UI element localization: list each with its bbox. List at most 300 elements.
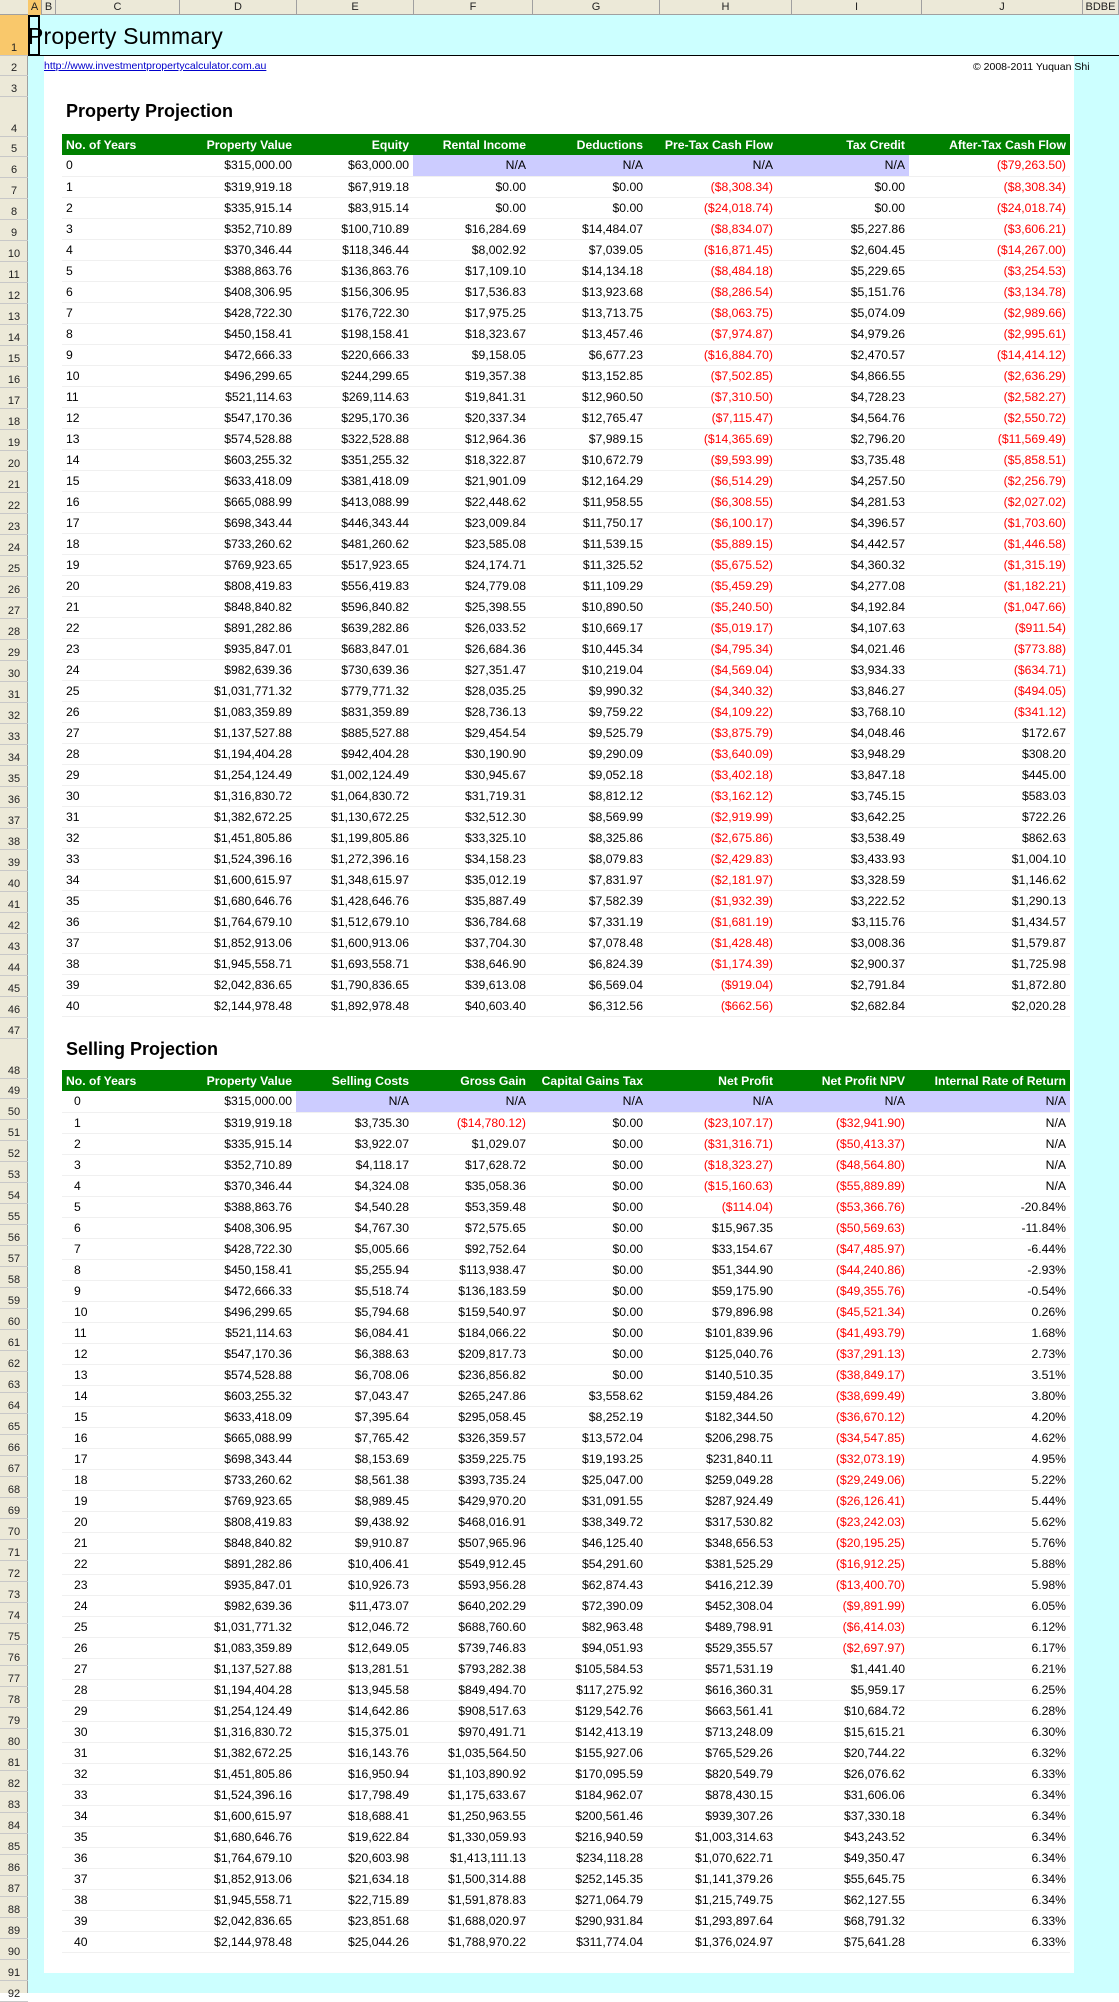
table-cell[interactable]: $2,470.57	[777, 344, 909, 365]
table-cell[interactable]: $5,005.66	[296, 1238, 413, 1259]
table-cell[interactable]: $5,794.68	[296, 1301, 413, 1322]
table-cell[interactable]: -6.44%	[909, 1238, 1070, 1259]
table-cell[interactable]: ($14,414.12)	[909, 344, 1070, 365]
table-cell[interactable]: $13,457.46	[530, 323, 647, 344]
table-cell[interactable]: $848,840.82	[179, 1532, 296, 1553]
table-cell[interactable]: $18,323.67	[413, 323, 530, 344]
table-cell[interactable]: $13,945.58	[296, 1679, 413, 1700]
row-header[interactable]: 13	[0, 304, 28, 325]
table-cell[interactable]: ($2,181.97)	[647, 869, 777, 890]
table-cell[interactable]: $33,325.10	[413, 827, 530, 848]
table-cell[interactable]: $20,337.34	[413, 407, 530, 428]
table-cell[interactable]: ($14,267.00)	[909, 239, 1070, 260]
row-header[interactable]: 11	[0, 262, 28, 283]
table-cell[interactable]: $25,044.26	[296, 1931, 413, 1952]
table-cell[interactable]: $10,219.04	[530, 659, 647, 680]
table-cell[interactable]: $79,896.98	[647, 1301, 777, 1322]
table-cell[interactable]: 9	[62, 1280, 179, 1301]
table-cell[interactable]: ($16,871.45)	[647, 239, 777, 260]
table-cell[interactable]: 29	[62, 1700, 179, 1721]
table-cell[interactable]: $1,250,963.55	[413, 1805, 530, 1826]
row-header[interactable]: 53	[0, 1162, 28, 1183]
table-cell[interactable]: $290,931.84	[530, 1910, 647, 1931]
table-cell[interactable]: ($7,502.85)	[647, 365, 777, 386]
row-header[interactable]: 83	[0, 1792, 28, 1813]
table-cell[interactable]: $36,784.68	[413, 911, 530, 932]
row-header[interactable]: 33	[0, 724, 28, 745]
row-header[interactable]: 58	[0, 1267, 28, 1288]
table-cell[interactable]: $5,959.17	[777, 1679, 909, 1700]
table-cell[interactable]: $265,247.86	[413, 1385, 530, 1406]
table-cell[interactable]: $3,948.29	[777, 743, 909, 764]
table-cell[interactable]: 6.05%	[909, 1595, 1070, 1616]
table-cell[interactable]: 32	[62, 1763, 179, 1784]
table-cell[interactable]: $698,343.44	[179, 512, 296, 533]
table-cell[interactable]: ($79,263.50)	[909, 155, 1070, 176]
table-cell[interactable]: $49,350.47	[777, 1847, 909, 1868]
table-cell[interactable]: $450,158.41	[179, 323, 296, 344]
table-cell[interactable]: ($7,115.47)	[647, 407, 777, 428]
table-cell[interactable]: ($55,889.89)	[777, 1175, 909, 1196]
table-cell[interactable]: $698,343.44	[179, 1448, 296, 1469]
table-cell[interactable]: 6.34%	[909, 1826, 1070, 1847]
table-cell[interactable]: ($38,849.17)	[777, 1364, 909, 1385]
table-cell[interactable]: ($16,884.70)	[647, 344, 777, 365]
table-cell[interactable]: 40	[62, 995, 179, 1016]
table-cell[interactable]: 26	[62, 701, 179, 722]
table-cell[interactable]: $295,058.45	[413, 1406, 530, 1427]
table-cell[interactable]: $3,745.15	[777, 785, 909, 806]
row-header[interactable]: 43	[0, 934, 28, 955]
table-cell[interactable]: $1,788,970.22	[413, 1931, 530, 1952]
row-header[interactable]: 20	[0, 451, 28, 472]
table-cell[interactable]: $4,979.26	[777, 323, 909, 344]
table-cell[interactable]: $1,688,020.97	[413, 1910, 530, 1931]
table-cell[interactable]: 34	[62, 1805, 179, 1826]
table-cell[interactable]: $2,900.37	[777, 953, 909, 974]
table-cell[interactable]: $35,012.19	[413, 869, 530, 890]
column-header-f[interactable]: F	[414, 0, 533, 15]
row-header[interactable]: 56	[0, 1225, 28, 1246]
table-cell[interactable]: $348,656.53	[647, 1532, 777, 1553]
table-cell[interactable]: N/A	[413, 1091, 530, 1112]
table-cell[interactable]: ($1,315.19)	[909, 554, 1070, 575]
table-cell[interactable]: $0.00	[530, 1343, 647, 1364]
table-cell[interactable]: $1,872.80	[909, 974, 1070, 995]
table-cell[interactable]: $10,672.79	[530, 449, 647, 470]
table-cell[interactable]: ($4,340.32)	[647, 680, 777, 701]
table-cell[interactable]: ($4,569.04)	[647, 659, 777, 680]
table-cell[interactable]: $6,084.41	[296, 1322, 413, 1343]
table-cell[interactable]: 7	[62, 302, 179, 323]
table-cell[interactable]: $295,170.36	[296, 407, 413, 428]
table-cell[interactable]: $1,892,978.48	[296, 995, 413, 1016]
table-cell[interactable]: $5,227.86	[777, 218, 909, 239]
table-cell[interactable]: $0.00	[530, 1133, 647, 1154]
table-cell[interactable]: N/A	[777, 1091, 909, 1112]
table-cell[interactable]: $970,491.71	[413, 1721, 530, 1742]
table-cell[interactable]: 30	[62, 785, 179, 806]
table-cell[interactable]: $14,642.86	[296, 1700, 413, 1721]
table-cell[interactable]: $733,260.62	[179, 1469, 296, 1490]
table-cell[interactable]: 2	[62, 197, 179, 218]
table-cell[interactable]: 27	[62, 722, 179, 743]
row-header[interactable]: 48	[0, 1039, 28, 1079]
table-cell[interactable]: $63,000.00	[296, 155, 413, 176]
table-cell[interactable]: $3,115.76	[777, 911, 909, 932]
row-header[interactable]: 64	[0, 1393, 28, 1414]
table-cell[interactable]: $0.00	[530, 1112, 647, 1133]
table-cell[interactable]: $17,798.49	[296, 1784, 413, 1805]
table-cell[interactable]: $450,158.41	[179, 1259, 296, 1280]
table-cell[interactable]: ($15,160.63)	[647, 1175, 777, 1196]
table-cell[interactable]: 9	[62, 344, 179, 365]
table-cell[interactable]: N/A	[530, 1091, 647, 1112]
table-cell[interactable]: $769,923.65	[179, 1490, 296, 1511]
table-cell[interactable]: 0.26%	[909, 1301, 1070, 1322]
table-cell[interactable]: $172.67	[909, 722, 1070, 743]
table-cell[interactable]: $9,759.22	[530, 701, 647, 722]
table-cell[interactable]: $5,229.65	[777, 260, 909, 281]
table-cell[interactable]: 36	[62, 911, 179, 932]
table-cell[interactable]: $59,175.90	[647, 1280, 777, 1301]
table-cell[interactable]: $33,154.67	[647, 1238, 777, 1259]
table-cell[interactable]: $1,348,615.97	[296, 869, 413, 890]
table-cell[interactable]: $593,956.28	[413, 1574, 530, 1595]
table-cell[interactable]: $1,316,830.72	[179, 785, 296, 806]
table-cell[interactable]: $388,863.76	[179, 1196, 296, 1217]
table-cell[interactable]: 20	[62, 575, 179, 596]
table-cell[interactable]: $5,074.09	[777, 302, 909, 323]
row-header[interactable]: 19	[0, 430, 28, 451]
table-cell[interactable]: $1,199,805.86	[296, 827, 413, 848]
row-header[interactable]: 82	[0, 1771, 28, 1792]
table-cell[interactable]: $1,004.10	[909, 848, 1070, 869]
table-cell[interactable]: ($23,107.17)	[647, 1112, 777, 1133]
row-header[interactable]: 28	[0, 619, 28, 640]
column-header-b[interactable]: B	[42, 0, 56, 15]
table-cell[interactable]: 14	[62, 449, 179, 470]
table-cell[interactable]: N/A	[909, 1112, 1070, 1133]
table-cell[interactable]: $40,603.40	[413, 995, 530, 1016]
table-cell[interactable]: $18,322.87	[413, 449, 530, 470]
table-cell[interactable]: $521,114.63	[179, 386, 296, 407]
table-cell[interactable]: 35	[62, 890, 179, 911]
table-cell[interactable]: $452,308.04	[647, 1595, 777, 1616]
table-cell[interactable]: $7,043.47	[296, 1385, 413, 1406]
row-header[interactable]: 63	[0, 1372, 28, 1393]
table-cell[interactable]: 28	[62, 1679, 179, 1700]
table-cell[interactable]: 7	[62, 1238, 179, 1259]
table-cell[interactable]: $159,540.97	[413, 1301, 530, 1322]
table-cell[interactable]: ($2,995.61)	[909, 323, 1070, 344]
table-cell[interactable]: ($44,240.86)	[777, 1259, 909, 1280]
table-cell[interactable]: $11,539.15	[530, 533, 647, 554]
table-cell[interactable]: $55,645.75	[777, 1868, 909, 1889]
table-cell[interactable]: $7,331.19	[530, 911, 647, 932]
table-cell[interactable]: ($3,402.18)	[647, 764, 777, 785]
table-cell[interactable]: $1,790,836.65	[296, 974, 413, 995]
row-header[interactable]: 57	[0, 1246, 28, 1267]
table-cell[interactable]: ($8,308.34)	[909, 176, 1070, 197]
table-cell[interactable]: $11,750.17	[530, 512, 647, 533]
table-cell[interactable]: $22,448.62	[413, 491, 530, 512]
table-cell[interactable]: $808,419.83	[179, 1511, 296, 1532]
table-cell[interactable]: ($5,019.17)	[647, 617, 777, 638]
table-cell[interactable]: $1,330,059.93	[413, 1826, 530, 1847]
table-cell[interactable]: $184,962.07	[530, 1784, 647, 1805]
table-cell[interactable]: $9,158.05	[413, 344, 530, 365]
table-cell[interactable]: $1,194,404.28	[179, 1679, 296, 1700]
table-cell[interactable]: 0	[62, 155, 179, 176]
row-header[interactable]: 22	[0, 493, 28, 514]
table-cell[interactable]: N/A	[909, 1175, 1070, 1196]
table-cell[interactable]: $35,058.36	[413, 1175, 530, 1196]
table-cell[interactable]: $4,021.46	[777, 638, 909, 659]
table-cell[interactable]: $1,524,396.16	[179, 848, 296, 869]
row-header[interactable]: 35	[0, 766, 28, 787]
table-cell[interactable]: ($4,795.34)	[647, 638, 777, 659]
table-cell[interactable]: 27	[62, 1658, 179, 1679]
table-cell[interactable]: $849,494.70	[413, 1679, 530, 1700]
table-cell[interactable]: -2.93%	[909, 1259, 1070, 1280]
table-cell[interactable]: ($47,485.97)	[777, 1238, 909, 1259]
table-cell[interactable]: ($5,889.15)	[647, 533, 777, 554]
table-cell[interactable]: $4,048.46	[777, 722, 909, 743]
table-cell[interactable]: 12	[62, 1343, 179, 1364]
row-header[interactable]: 51	[0, 1120, 28, 1141]
table-cell[interactable]: 11	[62, 1322, 179, 1343]
table-cell[interactable]: $3,735.48	[777, 449, 909, 470]
table-cell[interactable]: $1,680,646.76	[179, 1826, 296, 1847]
table-cell[interactable]: ($3,875.79)	[647, 722, 777, 743]
row-header[interactable]: 59	[0, 1288, 28, 1309]
table-cell[interactable]: $633,418.09	[179, 1406, 296, 1427]
table-cell[interactable]: $1,600,913.06	[296, 932, 413, 953]
row-header[interactable]: 65	[0, 1414, 28, 1435]
table-cell[interactable]: $6,312.56	[530, 995, 647, 1016]
table-cell[interactable]: $319,919.18	[179, 1112, 296, 1133]
table-cell[interactable]: $2,020.28	[909, 995, 1070, 1016]
table-cell[interactable]: $3,433.93	[777, 848, 909, 869]
table-cell[interactable]: ($3,162.12)	[647, 785, 777, 806]
table-cell[interactable]: ($8,484.18)	[647, 260, 777, 281]
table-cell[interactable]: ($2,697.97)	[777, 1637, 909, 1658]
table-cell[interactable]: 15	[62, 470, 179, 491]
table-cell[interactable]: $393,735.24	[413, 1469, 530, 1490]
table-cell[interactable]: 24	[62, 1595, 179, 1616]
table-cell[interactable]: $472,666.33	[179, 1280, 296, 1301]
row-header[interactable]: 92	[0, 1981, 28, 2002]
table-cell[interactable]: $54,291.60	[530, 1553, 647, 1574]
table-cell[interactable]: 23	[62, 638, 179, 659]
table-cell[interactable]: $848,840.82	[179, 596, 296, 617]
table-cell[interactable]: 19	[62, 1490, 179, 1511]
table-cell[interactable]: $216,940.59	[530, 1826, 647, 1847]
table-cell[interactable]: $94,051.93	[530, 1637, 647, 1658]
row-header[interactable]: 79	[0, 1708, 28, 1729]
table-cell[interactable]: $19,193.25	[530, 1448, 647, 1469]
table-cell[interactable]: ($1,047.66)	[909, 596, 1070, 617]
table-cell[interactable]: 10	[62, 1301, 179, 1322]
table-cell[interactable]: $25,398.55	[413, 596, 530, 617]
row-header[interactable]: 42	[0, 913, 28, 934]
table-cell[interactable]: $683,847.01	[296, 638, 413, 659]
table-cell[interactable]: $100,710.89	[296, 218, 413, 239]
table-cell[interactable]: 33	[62, 848, 179, 869]
table-cell[interactable]: ($18,323.27)	[647, 1154, 777, 1175]
table-cell[interactable]: 6.32%	[909, 1742, 1070, 1763]
row-header[interactable]: 17	[0, 388, 28, 409]
table-cell[interactable]: $23,851.68	[296, 1910, 413, 1931]
table-cell[interactable]: 5.22%	[909, 1469, 1070, 1490]
table-cell[interactable]: $9,525.79	[530, 722, 647, 743]
table-cell[interactable]: $388,863.76	[179, 260, 296, 281]
row-header[interactable]: 91	[0, 1960, 28, 1981]
row-header[interactable]: 29	[0, 640, 28, 661]
table-cell[interactable]: 6.25%	[909, 1679, 1070, 1700]
table-cell[interactable]: 6.34%	[909, 1847, 1070, 1868]
table-cell[interactable]: ($8,308.34)	[647, 176, 777, 197]
table-cell[interactable]: $445.00	[909, 764, 1070, 785]
table-cell[interactable]: $6,569.04	[530, 974, 647, 995]
table-cell[interactable]: ($3,134.78)	[909, 281, 1070, 302]
table-cell[interactable]: ($7,310.50)	[647, 386, 777, 407]
table-cell[interactable]: $220,666.33	[296, 344, 413, 365]
table-cell[interactable]: 35	[62, 1826, 179, 1847]
table-cell[interactable]: ($53,366.76)	[777, 1196, 909, 1217]
row-header[interactable]: 77	[0, 1666, 28, 1687]
table-cell[interactable]: ($2,636.29)	[909, 365, 1070, 386]
table-cell[interactable]: $7,765.42	[296, 1427, 413, 1448]
table-cell[interactable]: $1,316,830.72	[179, 1721, 296, 1742]
table-cell[interactable]: $2,796.20	[777, 428, 909, 449]
table-cell[interactable]: $446,343.44	[296, 512, 413, 533]
table-cell[interactable]: $335,915.14	[179, 197, 296, 218]
table-cell[interactable]: $0.00	[777, 176, 909, 197]
table-cell[interactable]: ($5,858.51)	[909, 449, 1070, 470]
table-cell[interactable]: ($9,593.99)	[647, 449, 777, 470]
row-header[interactable]: 16	[0, 367, 28, 388]
table-cell[interactable]: $1,031,771.32	[179, 680, 296, 701]
table-cell[interactable]: $1,070,622.71	[647, 1847, 777, 1868]
table-cell[interactable]: $885,527.88	[296, 722, 413, 743]
table-cell[interactable]: $10,445.34	[530, 638, 647, 659]
table-cell[interactable]: ($50,413.37)	[777, 1133, 909, 1154]
table-cell[interactable]: $547,170.36	[179, 407, 296, 428]
table-cell[interactable]: $21,901.09	[413, 470, 530, 491]
table-cell[interactable]: $616,360.31	[647, 1679, 777, 1700]
table-cell[interactable]: $7,078.48	[530, 932, 647, 953]
table-cell[interactable]: $1,029.07	[413, 1133, 530, 1154]
table-cell[interactable]: 1.68%	[909, 1322, 1070, 1343]
table-cell[interactable]: $1,254,124.49	[179, 1700, 296, 1721]
table-cell[interactable]: $1,083,359.89	[179, 1637, 296, 1658]
table-cell[interactable]: $206,298.75	[647, 1427, 777, 1448]
table-cell[interactable]: $1,852,913.06	[179, 932, 296, 953]
row-header[interactable]: 32	[0, 703, 28, 724]
table-cell[interactable]: -11.84%	[909, 1217, 1070, 1238]
table-cell[interactable]: ($634.71)	[909, 659, 1070, 680]
table-cell[interactable]: 3	[62, 218, 179, 239]
table-cell[interactable]: $359,225.75	[413, 1448, 530, 1469]
row-header[interactable]: 81	[0, 1750, 28, 1771]
table-cell[interactable]: $315,000.00	[179, 1091, 296, 1112]
table-cell[interactable]: $315,000.00	[179, 155, 296, 176]
table-cell[interactable]: $9,438.92	[296, 1511, 413, 1532]
row-header[interactable]: 41	[0, 892, 28, 913]
table-cell[interactable]: 6	[62, 281, 179, 302]
table-cell[interactable]: $16,950.94	[296, 1763, 413, 1784]
table-cell[interactable]: $472,666.33	[179, 344, 296, 365]
row-header[interactable]: 74	[0, 1603, 28, 1624]
row-header[interactable]: 55	[0, 1204, 28, 1225]
table-cell[interactable]: $549,912.45	[413, 1553, 530, 1574]
row-header[interactable]: 84	[0, 1813, 28, 1834]
table-cell[interactable]: 25	[62, 1616, 179, 1637]
table-cell[interactable]: $583.03	[909, 785, 1070, 806]
table-cell[interactable]: $381,418.09	[296, 470, 413, 491]
table-cell[interactable]: ($1,182.21)	[909, 575, 1070, 596]
table-cell[interactable]: 6	[62, 1217, 179, 1238]
table-cell[interactable]: 6.34%	[909, 1868, 1070, 1889]
table-cell[interactable]: $198,158.41	[296, 323, 413, 344]
table-cell[interactable]: N/A	[530, 155, 647, 176]
row-header[interactable]: 18	[0, 409, 28, 430]
table-cell[interactable]: $28,035.25	[413, 680, 530, 701]
table-cell[interactable]: 6.34%	[909, 1805, 1070, 1826]
table-cell[interactable]: $105,584.53	[530, 1658, 647, 1679]
table-cell[interactable]: $12,765.47	[530, 407, 647, 428]
table-cell[interactable]: $793,282.38	[413, 1658, 530, 1679]
table-cell[interactable]: 39	[62, 1910, 179, 1931]
table-cell[interactable]: $408,306.95	[179, 1217, 296, 1238]
column-header-bdbe[interactable]: BDBE	[1083, 0, 1119, 15]
table-cell[interactable]: $319,919.18	[179, 176, 296, 197]
table-cell[interactable]: $53,359.48	[413, 1196, 530, 1217]
table-cell[interactable]: ($6,100.17)	[647, 512, 777, 533]
table-cell[interactable]: $5,255.94	[296, 1259, 413, 1280]
table-cell[interactable]: $38,646.90	[413, 953, 530, 974]
table-cell[interactable]: $808,419.83	[179, 575, 296, 596]
table-cell[interactable]: $129,542.76	[530, 1700, 647, 1721]
table-cell[interactable]: $1,428,646.76	[296, 890, 413, 911]
table-cell[interactable]: $16,143.76	[296, 1742, 413, 1763]
table-cell[interactable]: $633,418.09	[179, 470, 296, 491]
table-cell[interactable]: $529,355.57	[647, 1637, 777, 1658]
table-cell[interactable]: $17,975.25	[413, 302, 530, 323]
table-cell[interactable]: 38	[62, 1889, 179, 1910]
table-cell[interactable]: ($1,174.39)	[647, 953, 777, 974]
table-cell[interactable]: ($50,569.63)	[777, 1217, 909, 1238]
table-cell[interactable]: 5.98%	[909, 1574, 1070, 1595]
table-cell[interactable]: $1,693,558.71	[296, 953, 413, 974]
table-cell[interactable]: $3,934.33	[777, 659, 909, 680]
row-header[interactable]: 54	[0, 1183, 28, 1204]
table-cell[interactable]: $72,390.09	[530, 1595, 647, 1616]
table-cell[interactable]: $326,359.57	[413, 1427, 530, 1448]
worksheet[interactable]	[28, 15, 1119, 1993]
table-cell[interactable]: ($2,027.02)	[909, 491, 1070, 512]
table-cell[interactable]: ($14,780.12)	[413, 1112, 530, 1133]
table-cell[interactable]: 13	[62, 1364, 179, 1385]
table-cell[interactable]: 21	[62, 1532, 179, 1553]
row-header[interactable]: 78	[0, 1687, 28, 1708]
column-header-g[interactable]: G	[533, 0, 660, 15]
row-header[interactable]: 12	[0, 283, 28, 304]
table-cell[interactable]: 17	[62, 512, 179, 533]
table-cell[interactable]: $603,255.32	[179, 449, 296, 470]
